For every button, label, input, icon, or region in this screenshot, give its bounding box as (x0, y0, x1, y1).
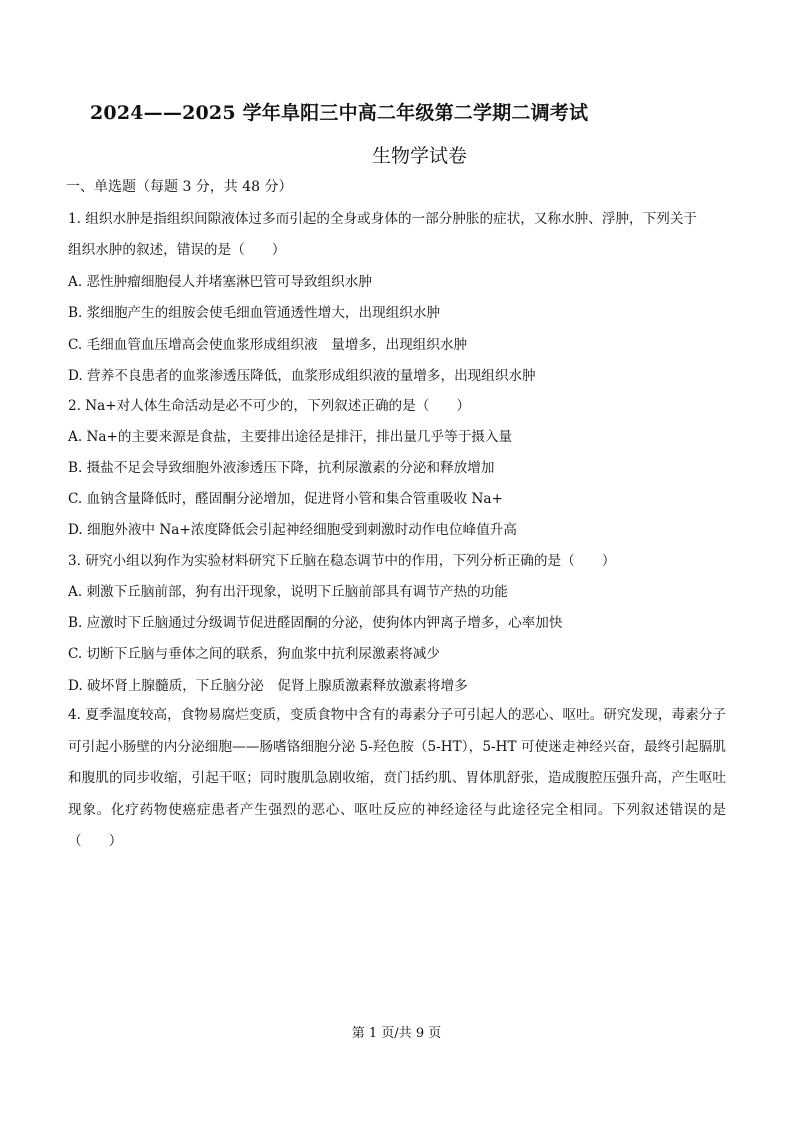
q1-option-a: A. 恶性肿瘤细胞侵人并堵塞淋巴管可导致组织水肿 (68, 274, 372, 290)
q3-stem: 3. 研究小组以狗作为实验材料研究下丘脑在稳态调节中的作用，下列分析正确的是（ ） (68, 553, 616, 569)
q3-option-c: C. 切断下丘脑与垂体之间的联系，狗血浆中抗利尿激素将减少 (68, 646, 440, 662)
q1-option-b: B. 浆细胞产生的组胺会使毛细血管通透性增大，出现组织水肿 (68, 305, 441, 321)
exam-subtitle: 生物学试卷 (371, 145, 467, 167)
q2-option-d: D. 细胞外液中 Na+浓度降低会引起神经细胞受到刺激时动作电位峰值升高 (68, 522, 517, 538)
q1-option-d: D. 营养不良患者的血浆渗透压降低，血浆形成组织液的量增多，出现组织水肿 (68, 368, 536, 384)
q2-stem: 2. Na+对人体生命活动是必不可少的，下列叙述正确的是（ ） (68, 398, 471, 414)
q3-option-a: A. 刺激下丘脑前部，狗有出汗现象，说明下丘脑前部具有调节产热的功能 (68, 584, 508, 600)
section-heading: 一、单选题（每题 3 分，共 48 分） (66, 179, 293, 195)
q1-stem-line2: 组织水肿的叙述，错误的是（ ） (68, 242, 286, 258)
q1-option-c: C. 毛细血管血压增高会使血浆形成组织液 量增多，出现组织水肿 (68, 337, 468, 353)
q3-option-d: D. 破坏肾上腺髓质，下丘脑分泌 促肾上腺质激素释放激素将增多 (68, 678, 468, 694)
q4-stem: 4. 夏季温度较高，食物易腐烂变质，变质食物中含有的毒素分子可引起人的恶心、呕吐。研究发现，毒素分子可引起小肠壁的内分泌细胞——肠嗜铬细胞分泌 5-羟色胺（5-HT），5-HT 可使迷走神经兴奋，最终引起膈肌和腹肌的同步收缩，引起干呕；同时腹肌急剧收缩，贲门括约肌、胃体肌舒张，造成腹腔压强升高，产生呕吐现象。化疗药物使癌症患者产生强烈的恶心、呕吐反应的神经途径与此途径完全相同。下列叙述错误的是（ ） (68, 707, 726, 849)
q2-option-b: B. 摄盐不足会导致细胞外液渗透压下降，抗利尿激素的分泌和释放增加 (68, 460, 495, 476)
q2-option-c: C. 血钠含量降低时，醛固酮分泌增加，促进肾小管和集合管重吸收 Na+ (68, 491, 503, 507)
q3-option-b: B. 应激时下丘脑通过分级调节促进醛固酮的分泌，使狗体内钾离子增多，心率加快 (68, 615, 563, 631)
q2-option-a: A. Na+的主要来源是食盐，主要排出途径是排汗，排出量几乎等于摄入量 (68, 429, 513, 445)
q1-stem-line1: 1. 组织水肿是指组织间隙液体过多而引起的全身或身体的一部分肿胀的症状，又称水肿、浮肿，下列关于 (68, 211, 698, 227)
exam-title: 2024——2025 学年阜阳三中高二年级第二学期二调考试 (90, 102, 589, 124)
page-footer: 第 1 页/共 9 页 (351, 1026, 442, 1041)
